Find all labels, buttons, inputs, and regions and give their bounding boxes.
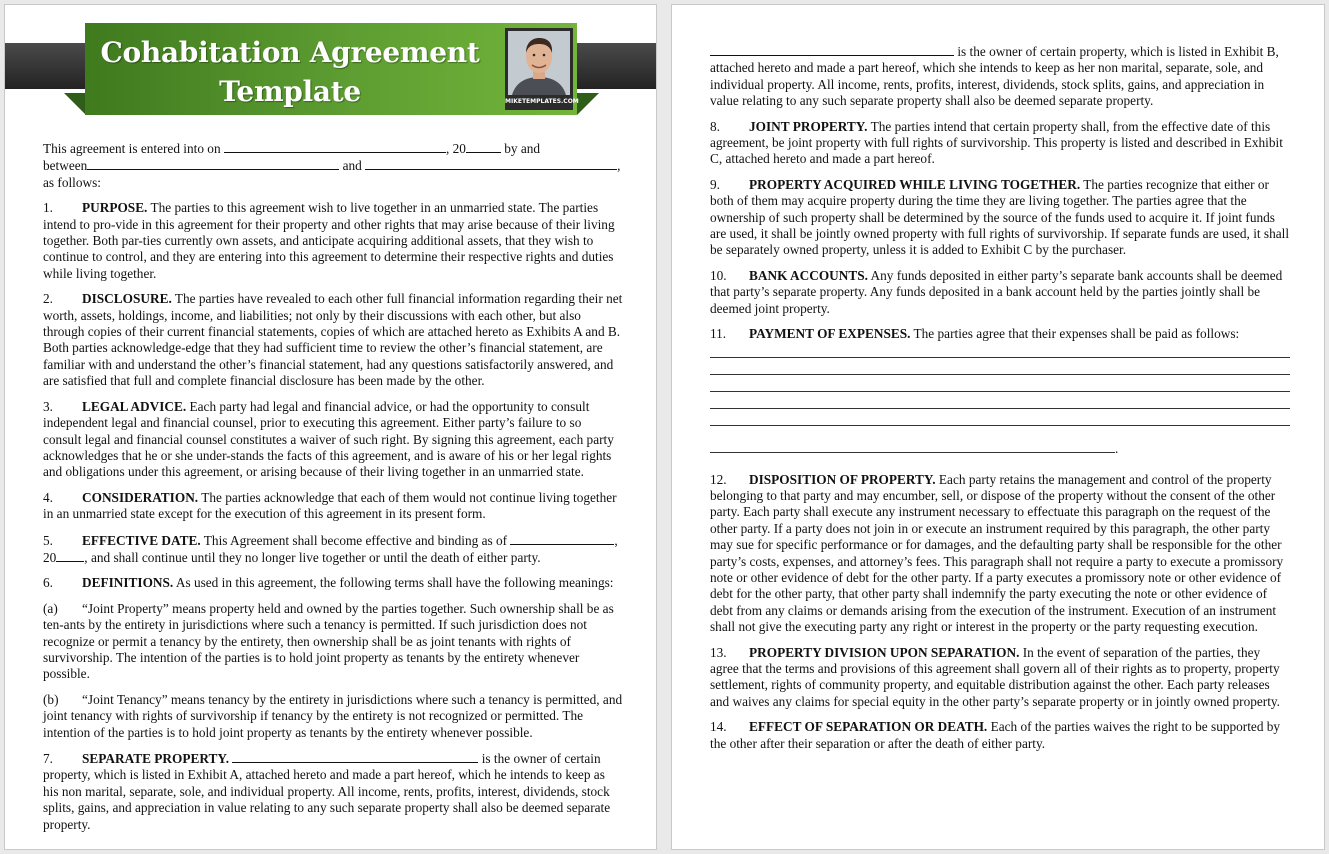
section-text: is the owner of certain property, which is listed in Exhibit A, attached hereto and made a part hereof, which he intends to keep as his non marital, separate, sole, and individual property. All income, rents, profits, interest, dividends, stock splits, gains, and appreciation in value relating to any such separate property shall also be deemed separate property.	[43, 751, 611, 832]
section-number: 8.	[710, 118, 720, 134]
effective-year-blank[interactable]	[56, 549, 84, 562]
section-number: 13.	[710, 644, 727, 660]
section-number: 1.	[43, 200, 53, 216]
expense-line[interactable]	[710, 374, 1290, 375]
party-two-blank[interactable]	[365, 157, 617, 170]
section-text: The parties to this agreement wish to live together in an unmarried state. The parties intend to pro-vide in this agreement for their property and other rights that may arise because of their living together. Both par-ties currently own assets, and anticipate acquiring additional assets, that they wish to continue to control, and they are entering into this agreement to determine their respective rights and duties while living together.	[43, 200, 615, 281]
section-heading: BANK ACCOUNTS.	[749, 267, 868, 283]
owner-name-blank[interactable]	[232, 750, 478, 763]
section-heading: PROPERTY ACQUIRED WHILE LIVING TOGETHER.	[749, 176, 1081, 192]
section-purpose	[43, 200, 623, 282]
page-title	[85, 33, 495, 111]
section-number: 11.	[710, 326, 727, 342]
separate-property-continued	[710, 43, 1290, 110]
section-text: The parties acknowledge that each of them would not continue living together in an unmarried state except for the execution of this agreement in its present form.	[43, 489, 617, 522]
section-text: Each of the parties waives the right to be supported by the other after their separation or after the death of either party.	[710, 719, 1281, 751]
expense-line[interactable]	[710, 391, 1290, 392]
section-property-acquired	[710, 177, 1290, 259]
section-text: The parties intend that certain property shall, from the effective date of this agreement, be joint property with full rights of survivorship. This property is listed and described in Exhibit C, attached hereto and made a part hereof.	[710, 118, 1283, 167]
section-text: Each party had legal and financial advice, or had the opportunity to consult independent legal and financial counsel, prior to executing this agreement. Either party’s failure to so consult legal and financial counsel constitutes a waiver of such right. By signing this agreement, each party acknowledges that he or she under-stands the facts of this agreement, and is aware of his or her legal rights and obligations under this agreement, or arising because of their living together in an unmarried state.	[43, 398, 614, 480]
expense-line[interactable]	[710, 357, 1290, 358]
section-consideration	[43, 490, 623, 523]
intro-text: as follows:	[43, 174, 101, 190]
intro-text: between	[43, 158, 88, 174]
section-number: 6.	[43, 575, 53, 591]
section-disposition-of-property	[710, 472, 1290, 636]
left-column-text	[43, 140, 623, 842]
section-heading: SEPARATE PROPERTY.	[82, 751, 230, 766]
section-effect-of-separation	[710, 719, 1290, 752]
section-separate-property	[43, 750, 623, 833]
section-heading: CONSIDERATION.	[82, 489, 199, 505]
section-text: 20	[43, 549, 57, 565]
section-heading: PROPERTY DIVISION UPON SEPARATION.	[749, 644, 1020, 660]
section-heading: PURPOSE.	[82, 200, 148, 216]
intro-text: , 20	[445, 141, 466, 156]
title-banner	[85, 23, 577, 115]
section-property-division	[710, 645, 1290, 711]
section-number: 5.	[43, 532, 53, 548]
section-number: 3.	[43, 398, 53, 414]
party-one-blank[interactable]	[87, 157, 339, 170]
section-text: In the event of separation of the parties, they agree that the terms and provisions of this agreement shall govern all of their rights as to property, property settlement, rights of community property, and equitable distribution against the other. Each party releases and waives any claims for special equity in the other party’s separate property or in jointly owned property.	[710, 644, 1280, 709]
expense-last-line-row	[710, 442, 1290, 456]
author-photo-frame	[505, 28, 579, 110]
title-line-1: Cohabitation Agreement	[100, 36, 480, 69]
definition-joint-property	[43, 601, 623, 683]
section-bank-accounts	[710, 268, 1290, 317]
ribbon-fold-left	[64, 93, 86, 115]
effective-date-blank[interactable]	[510, 532, 614, 545]
section-legal-advice	[43, 399, 623, 481]
intro-paragraph	[43, 140, 623, 191]
owner-name-blank-2[interactable]	[710, 43, 954, 56]
expense-line[interactable]	[710, 452, 1115, 453]
section-heading: DEFINITIONS.	[82, 575, 174, 591]
section-heading: DISCLOSURE.	[82, 291, 172, 307]
section-text: Each party retains the management and control of the property belonging to that party and may encumber, sell, or dispose of the property without the consent of the other party. Each party shall execute any instrument necessary to effectuate this paragraph on the request of the other party. If a party does not join in or execute an instrument required by this paragraph, the other party may sue for specific performance or for damages, and the defaulting party shall be responsible for the other party’s costs, expenses, and attorney’s fees. This paragraph shall not require a party to execute a promissory note or other evidence of debt for the other party. If a party executes a promissory note or other evidence of debt for the other party, that other party shall indemnify the party executing the note or other evidence of debt from any claims or demands arising from the execution of the instrument. Execution of an instrument shall not give the executing party any right or interest in the property or the party requesting execution.	[710, 471, 1284, 635]
section-effective-date	[43, 532, 623, 567]
person-portrait-icon	[508, 31, 570, 95]
section-text: .	[1115, 440, 1119, 456]
section-text: The parties agree that their expenses shall be paid as follows:	[910, 326, 1240, 342]
page-left	[4, 4, 657, 850]
intro-text: and	[339, 158, 366, 174]
section-heading: LEGAL ADVICE.	[82, 398, 187, 414]
section-number: 14.	[710, 719, 727, 735]
section-definitions	[43, 575, 623, 591]
page-right	[671, 4, 1325, 850]
section-text: , and shall continue until they no longer live together or until the death of either party.	[84, 549, 541, 565]
section-joint-property	[710, 119, 1290, 168]
section-text: “Joint Tenancy” means tenancy by the entirety in jurisdictions where such a tenancy is permitted, and joint tenancy with rights of survivorship if tenancy by the entirety is not recognized or permitted. The intention of the parties is to hold joint property as tenants by the entirety whenever possible.	[43, 691, 623, 740]
intro-text: This agreement is entered into on	[43, 141, 224, 156]
section-number: 2.	[43, 291, 53, 307]
section-number: 9.	[710, 176, 720, 192]
section-text: Any funds deposited in either party’s separate bank accounts shall be deemed that party’s separate property. Any funds deposited in a bank account held by the parties jointly shall be deemed joint property.	[710, 267, 1283, 316]
expense-line[interactable]	[710, 425, 1290, 426]
ribbon-fold-right	[577, 93, 599, 115]
section-text: The parties have revealed to each other full financial information regarding their net worth, assets, holdings, income, and liabilities; not only by their discussions with each other, but also through copies of their current financial statements, copies of which are attached hereto as Exhibits A and B. Both parties acknowledge-edge that they had sufficient time to review the other’s financial statement, are familiar with and understand the other’s financial statement, had any questions satisfactorily answered, and are satisfied that full and complete financial disclosure has been made by the other.	[43, 291, 623, 389]
section-text: is the owner of certain property, which is listed in Exhibit B, attached hereto and made a part hereof, which she intends to keep as her non marital, separate, sole, and individual property. All income, rents, profits, interest, dividends, stock splits, gains, and appreciation in value relating to any such separate property shall also be deemed separate property.	[710, 44, 1279, 109]
section-text: This Agreement shall become effective and binding as of	[200, 532, 511, 548]
section-disclosure	[43, 291, 623, 389]
intro-text: by and	[500, 141, 541, 156]
expense-line[interactable]	[710, 408, 1290, 409]
year-blank[interactable]	[466, 140, 501, 153]
section-text: As used in this agreement, the following terms shall have the following meanings:	[173, 575, 614, 591]
definition-joint-tenancy	[43, 692, 623, 741]
section-number: 10.	[710, 267, 727, 283]
section-text: “Joint Property” means property held and owned by the parties together. Such ownership shall be as ten-ants by the entirety in jurisdictions where such a tenancy is permitted. If such jurisdiction does not recognize or permit a tenancy by the entirety, then ownership shall be as joint tenants with rights of survivorship. The intention of the parties is to hold joint property as tenants by the entirety whenever possible.	[43, 600, 614, 682]
intro-text: ,	[617, 158, 621, 174]
section-heading: DISPOSITION OF PROPERTY.	[749, 471, 936, 487]
title-line-2: Template	[219, 75, 361, 108]
section-number: 12.	[710, 471, 727, 487]
section-number: 4.	[43, 489, 53, 505]
section-heading: JOINT PROPERTY.	[749, 118, 868, 134]
author-photo	[508, 31, 570, 95]
section-text: The parties recognize that either or both of them may acquire property during the time they are living together. The parties agree that the ownership of such property shall be determined by the source of the funds used to acquire it. If joint funds are used, it shall be jointly owned property with full rights of survivorship. If separate funds are used, it shall be separately owned property, unless it is added to Exhibit C by the purchaser.	[710, 176, 1290, 258]
section-payment-of-expenses	[710, 326, 1290, 342]
expenses-lines	[710, 357, 1290, 456]
date-blank[interactable]	[224, 140, 446, 153]
section-number: (a)	[43, 600, 58, 616]
right-column-text	[710, 43, 1290, 761]
section-number: (b)	[43, 691, 59, 707]
section-heading: EFFECTIVE DATE.	[82, 532, 201, 548]
section-text: ,	[614, 532, 618, 548]
photo-caption: MIKETEMPLATES.COM	[505, 98, 579, 105]
section-heading: PAYMENT OF EXPENSES.	[749, 326, 911, 342]
section-heading: EFFECT OF SEPARATION OR DEATH.	[749, 719, 988, 735]
section-number: 7.	[43, 751, 53, 766]
